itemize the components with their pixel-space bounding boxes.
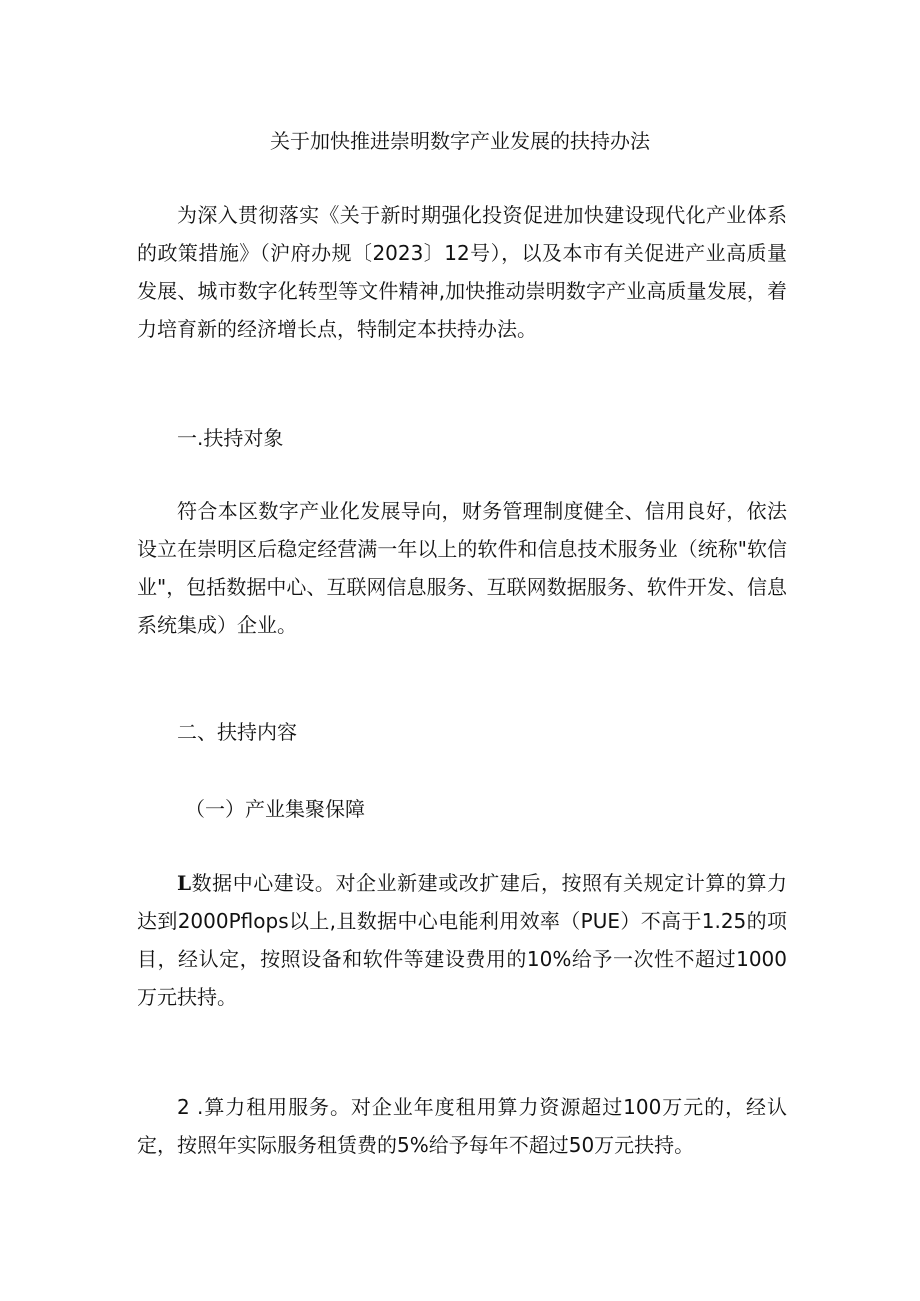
item1-text: 数据中心建设。对企业新建或改扩建后，按照有关规定计算的算力达到2000Pflops以上,且数据中心电能利用效率（PUE）不高于1.25的项目，经认定，按照设备和软件等建设费用的10%给予一次性不超过1000万元扶持。 bbox=[137, 871, 787, 1009]
section2-heading: 二、扶持内容 bbox=[177, 720, 297, 744]
section1-paragraph: 符合本区数字产业化发展导向，财务管理制度健全、信用良好，依法设立在崇明区后稳定经营满一年以上的软件和信息技术服务业（统称"软信业"，包括数据中心、互联网信息服务、互联网数据服务、软件开发、信息系统集成）企业。 bbox=[137, 499, 787, 637]
item2-number: 2 . bbox=[177, 1095, 204, 1119]
item1-paragraph bbox=[137, 864, 787, 1016]
document-title: 关于加快推进崇明数字产业发展的扶持办法 bbox=[270, 129, 650, 153]
section2-subheading: （一）产业集聚保障 bbox=[185, 797, 365, 821]
section1-heading: 一.扶持对象 bbox=[177, 426, 284, 450]
intro-paragraph: 为深入贯彻落实《关于新时期强化投资促进加快建设现代化产业体系的政策措施》（沪府办规〔2023〕12号），以及本市有关促进产业高质量发展、城市数字化转型等文件精神,加快推动崇明数字产业高质量发展，着力培育新的经济增长点，特制定本扶持办法。 bbox=[137, 203, 787, 341]
item2-paragraph bbox=[137, 1088, 787, 1164]
item2-text: 算力租用服务。对企业年度租用算力资源超过100万元的，经认定，按照年实际服务租赁费的5%给予每年不超过50万元扶持。 bbox=[137, 1095, 787, 1157]
item1-number: L bbox=[177, 871, 192, 895]
